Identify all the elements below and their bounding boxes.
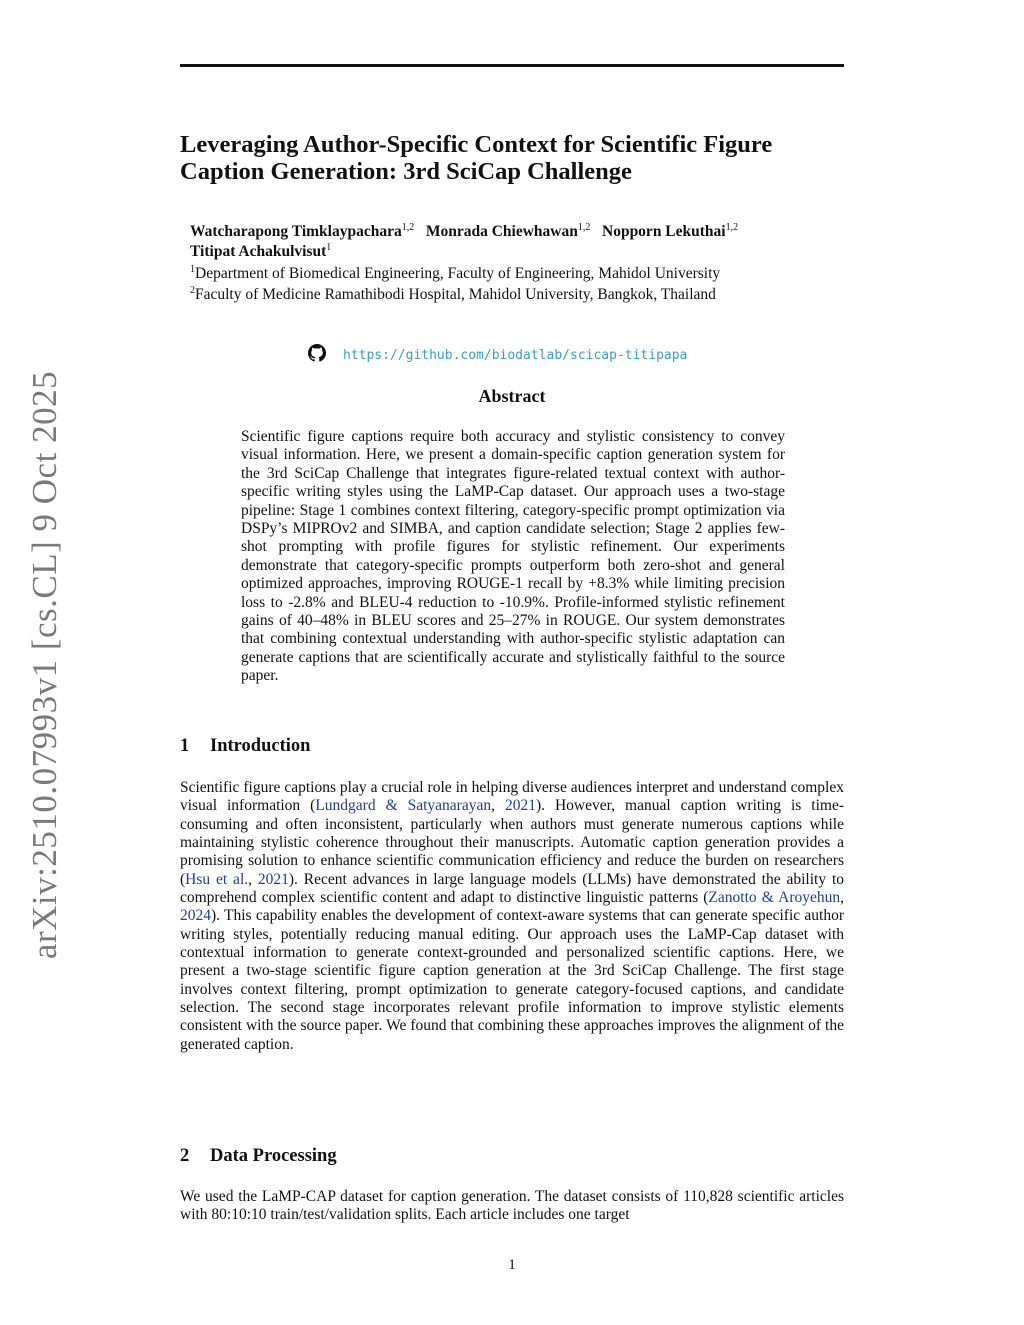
body-text: ). However, manual caption writing is time-consuming and often inconsistent, particularly when authors must generate numerous captions while maintaining stylistic coherence throughout their manuscripts. Automatic caption generation provides a promising solution to enhance scientific communication efficiency and reduce the burden on researchers ( [180, 797, 844, 888]
citation-link[interactable]: Zanotto & Aroyehun [708, 889, 841, 907]
affiliation-text: Department of Biomedical Engineering, Faculty of Engineering, Mahidol University [195, 265, 721, 282]
introduction-paragraph: Scientific figure captions play a crucial role in helping diverse audiences interpret and understand complex visual information (Lundgard & Satyanarayan, 2021). However, manual caption writing is time-consuming and often inconsistent, particularly when authors must generate numerous captions while maintaining stylistic coherence throughout their manuscripts. Automatic caption generation provides a promising solution to enhance scientific communication efficiency and reduce the burden on researchers (Hsu et al., 2021). Recent advances in large language models (LLMs) have demonstrated the ability to comprehend complex scientific content and adapt to distinctive linguistic patterns (Zanotto & Aroyehun, 2024). This capability enables the development of context-aware systems that can generate specific author writing styles, potentially reducing manual editing. Our approach uses the LaMP-Cap dataset with contextual information to generate context-grounded and personalized scientific captions. Here, we present a two-stage scientific figure caption generation at the 3rd SciCap Challenge. The first stage involves context filtering, prompt optimization to generate category-focused captions, and candidate selection. The second stage incorporates relevant profile information to improve stylistic elements consistent with the source paper. We found that combining these approaches improves the alignment of the generated caption. [180, 779, 845, 1053]
affiliation-mark: 2 [190, 285, 195, 296]
section-title: Introduction [210, 736, 311, 756]
author-affiliation-mark: 1,2 [401, 222, 415, 233]
affiliation-text: Faculty of Medicine Ramathibodi Hospital, Mahidol University, Bangkok, Thailand [195, 286, 716, 303]
arxiv-stamp: arXiv:2510.07993v1 [cs.CL] 9 Oct 2025 [25, 370, 64, 960]
section-number: 2 [180, 1146, 190, 1166]
abstract-text: Scientific figure captions require both accuracy and stylistic consistency to convey visual information. Here, we present a domain-specific caption generation system for the 3rd SciCap Challenge that integrates figure-related textual context with author-specific writing styles using the LaMP-Cap dataset. Our approach uses a two-stage pipeline: Stage 1 combines context filtering, category-specific prompt optimization via DSPy’s MIPROv2 and SIMBA, and caption candidate selection; Stage 2 applies few-shot prompting with profile figures for stylistic refinement. Our experiments demonstrate that category-specific prompts outperform both zero-shot and general optimized approaches, improving ROUGE-1 recall by +8.3% while limiting precision loss to -2.8% and BLEU-4 reduction to -10.9%. Profile-informed stylistic refinement gains of 40–48% in BLEU scores and 25–27% in ROUGE. Our system demonstrates that combining contextual understanding with author-specific stylistic adaptation can generate captions that are scientifically accurate and stylistically faithful to the source paper. [241, 428, 785, 685]
repo-url[interactable]: https://github.com/biodatlab/scicap-titipapa [343, 348, 688, 363]
page-number: 1 [508, 1257, 516, 1273]
citation-link[interactable]: 2021 [257, 870, 289, 888]
author-list [190, 222, 844, 262]
top-rule [180, 64, 844, 67]
github-icon [308, 344, 326, 362]
author-name: Nopporn Lekuthai [602, 223, 726, 240]
section-heading-data-processing [180, 1146, 337, 1167]
affiliation-2 [190, 285, 844, 305]
body-text: ). This capability enables the development of context-aware systems that can generate specific author writing styles, potentially reducing manual editing. Our approach uses the LaMP-Cap dataset with contextual information to generate context-grounded and personalized scientific captions. Here, we present a two-stage scientific figure caption generation at the 3rd SciCap Challenge. The first stage involves context filtering, prompt optimization to generate category-focused captions, and candidate selection. The second stage incorporates relevant profile information to improve stylistic elements consistent with the source paper. We found that combining these approaches improves the alignment of the generated caption. [180, 907, 844, 1053]
paper-title: Leveraging Author-Specific Context for Scientific Figure Caption Generation: 3rd SciCap Challenge [180, 131, 773, 185]
author-affiliation-mark: 1 [326, 242, 332, 253]
citation-link[interactable]: 2024 [180, 907, 211, 925]
citation-link[interactable]: Hsu et al. [185, 870, 249, 888]
section-heading-introduction [180, 736, 310, 757]
section-number: 1 [180, 736, 190, 756]
repo-link[interactable] [308, 344, 687, 366]
author-affiliation-mark: 1,2 [725, 222, 739, 233]
affiliation-mark: 1 [190, 264, 195, 275]
affiliation-1 [190, 264, 844, 284]
author-name: Monrada Chiewhawan [425, 223, 578, 240]
author-name: Watcharapong Timklaypachara [190, 223, 402, 240]
data-processing-paragraph: We used the LaMP-CAP dataset for caption generation. The dataset consists of 110,828 scientific articles with 80:10:10 train/test/validation splits. Each article includes one target [180, 1188, 844, 1224]
author-name: Titipat Achakulvisut [190, 243, 327, 260]
citation-link[interactable]: 2021 [504, 797, 536, 815]
citation-link[interactable]: Lundgard & Satyanarayan [315, 797, 492, 815]
section-title: Data Processing [210, 1146, 337, 1166]
author-affiliation-mark: 1,2 [577, 222, 591, 233]
body-text: Scientific figure captions play a crucial role in helping diverse audiences interpret and understand complex visual information ( [180, 779, 844, 815]
body-text: ). Recent advances in large language models (LLMs) have demonstrated the ability to comprehend complex scientific content and adapt to distinctive linguistic patterns ( [180, 870, 845, 907]
abstract-heading: Abstract [478, 386, 546, 406]
